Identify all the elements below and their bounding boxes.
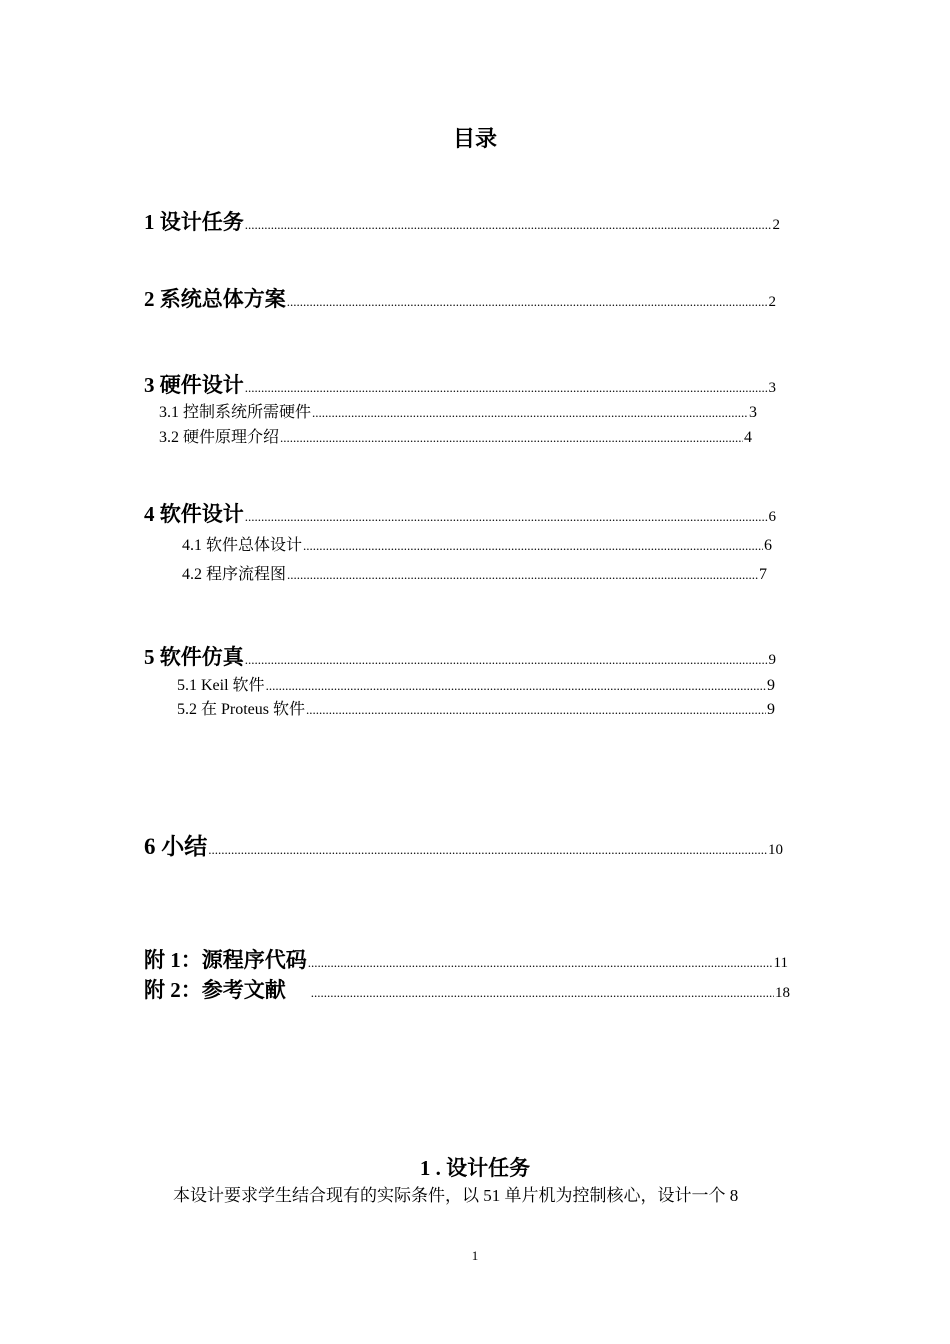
toc-entry-3-2[interactable] xyxy=(159,424,752,447)
toc-entry-page: 10 xyxy=(768,842,783,858)
toc-entry-label: 3.1 控制系统所需硬件 xyxy=(159,404,312,421)
page-number: 1 xyxy=(471,1248,479,1263)
toc-entry-label: 5 软件仿真 xyxy=(144,645,244,669)
toc-leader-dots xyxy=(266,678,766,694)
toc-entry-label: 4 软件设计 xyxy=(144,502,244,526)
toc-entry-appendix-2[interactable] xyxy=(144,974,790,1004)
toc-entry-page: 7 xyxy=(759,566,767,583)
toc-entry-page: 9 xyxy=(767,677,775,694)
toc-entry-appendix-1[interactable] xyxy=(144,944,788,974)
toc-leader-dots xyxy=(287,567,758,583)
toc-entry-1[interactable] xyxy=(144,206,780,236)
toc-entry-label: 6 小结 xyxy=(144,834,208,859)
toc-entry-label: 附 2：参考文献 xyxy=(144,978,286,1002)
toc-entry-page: 9 xyxy=(768,652,776,668)
toc-leader-dots xyxy=(245,509,768,525)
toc-entry-label: 3.2 硬件原理介绍 xyxy=(159,429,280,446)
toc-leader-dots xyxy=(208,842,767,858)
toc-entry-page: 18 xyxy=(775,985,790,1001)
toc-leader-dots xyxy=(245,217,772,233)
toc-leader-dots xyxy=(306,702,766,718)
toc-leader-dots xyxy=(311,985,774,1001)
toc-entry-page: 6 xyxy=(768,509,776,525)
toc-entry-label: 5.2 在 Proteus 软件 xyxy=(177,701,306,718)
toc-entry-page: 3 xyxy=(749,404,757,421)
toc-entry-label: 3 硬件设计 xyxy=(144,373,244,397)
toc-leader-dots xyxy=(245,380,768,396)
toc-entry-label: 2 系统总体方案 xyxy=(144,287,286,311)
toc-entry-page: 2 xyxy=(768,294,776,310)
toc-entry-4-1[interactable] xyxy=(182,532,772,555)
toc-title: 目录 xyxy=(452,126,497,151)
toc-entry-page: 3 xyxy=(768,380,776,396)
toc-leader-dots xyxy=(308,955,773,971)
toc-leader-dots xyxy=(280,430,743,446)
toc-entry-3-1[interactable] xyxy=(159,399,757,422)
toc-entry-4[interactable] xyxy=(144,498,776,528)
toc-entry-5-1[interactable] xyxy=(177,672,775,695)
section-heading: 1 . 设计任务 xyxy=(419,1156,531,1180)
toc-entry-page: 9 xyxy=(767,701,775,718)
body-paragraph: 本设计要求学生结合现有的实际条件，以 51 单片机为控制核心，设计一个 8 xyxy=(173,1186,739,1205)
toc-entry-label: 4.1 软件总体设计 xyxy=(182,537,303,554)
toc-entry-4-2[interactable] xyxy=(182,561,767,584)
toc-leader-dots xyxy=(287,294,768,310)
toc-entry-label: 1 设计任务 xyxy=(144,210,244,234)
toc-entry-3[interactable] xyxy=(144,369,776,399)
toc-entry-label: 5.1 Keil 软件 xyxy=(177,677,265,694)
toc-entry-2[interactable] xyxy=(144,283,776,313)
toc-entry-label: 附 1：源程序代码 xyxy=(144,948,307,972)
toc-entry-5-2[interactable] xyxy=(177,696,775,719)
toc-entry-5[interactable] xyxy=(144,641,776,671)
toc-entry-page: 6 xyxy=(764,537,772,554)
toc-leader-dots xyxy=(245,652,768,668)
toc-entry-6[interactable] xyxy=(144,828,783,861)
toc-entry-page: 4 xyxy=(744,429,752,446)
toc-leader-dots xyxy=(303,538,763,554)
toc-entry-page: 2 xyxy=(772,217,780,233)
toc-entry-page: 11 xyxy=(773,955,788,971)
toc-leader-dots xyxy=(312,405,748,421)
toc-entry-label: 4.2 程序流程图 xyxy=(182,566,287,583)
